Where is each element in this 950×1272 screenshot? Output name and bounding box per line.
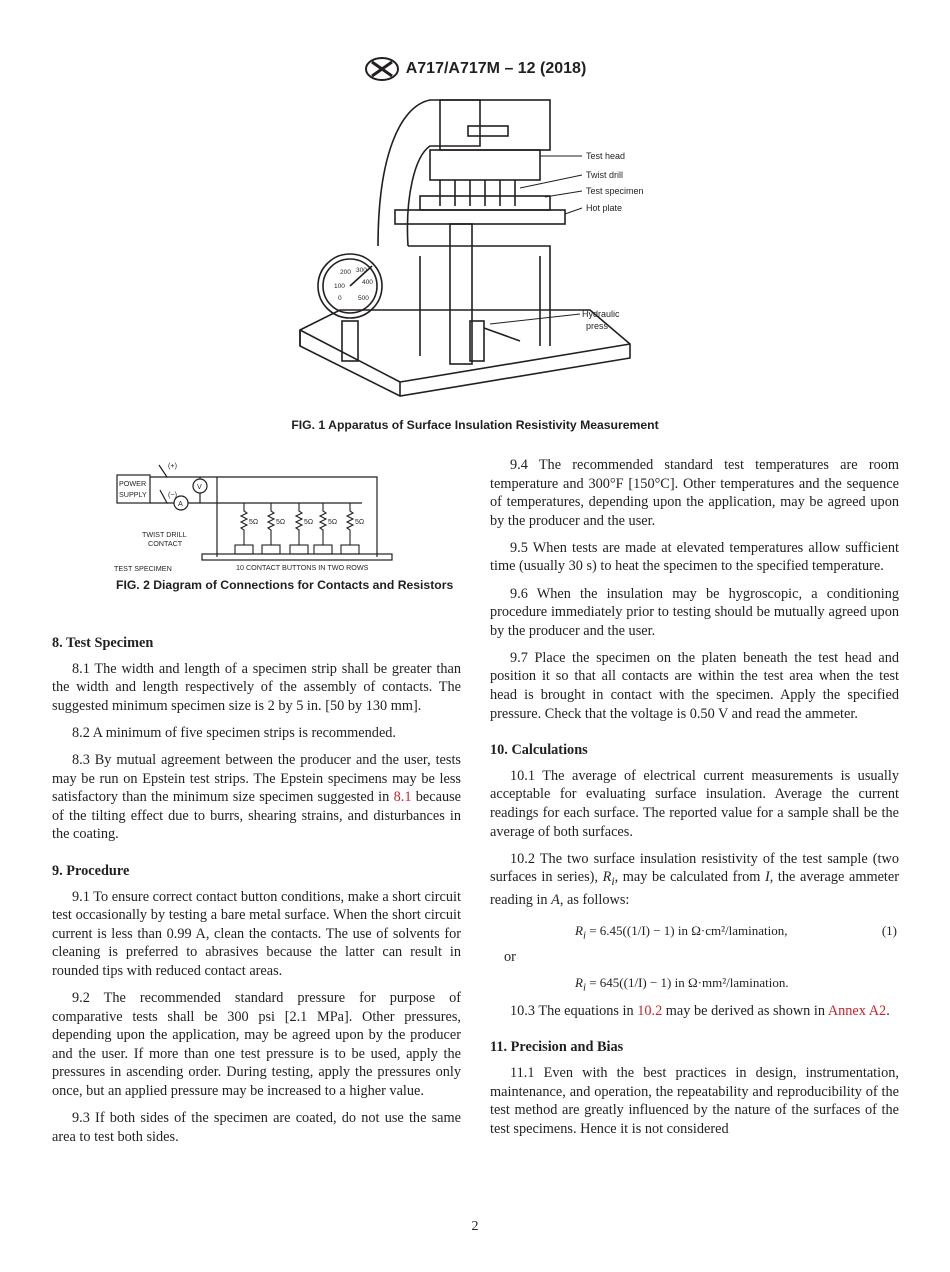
resistor [268, 503, 274, 545]
var-r: R [575, 922, 583, 938]
label-test-specimen: Test specimen [586, 186, 644, 196]
resistor-label: 5Ω [304, 519, 314, 526]
plus-label: (+) [168, 461, 177, 470]
contact-button [341, 545, 359, 554]
section-10-heading: 10. Calculations [490, 742, 588, 759]
page-header [0, 56, 950, 82]
supply-label: SUPPLY [119, 490, 147, 499]
text: may be derived as shown in [662, 1002, 828, 1019]
text: , as follows: [559, 891, 630, 908]
minus-label: (−) [168, 490, 177, 499]
text: 8.3 By mutual agreement between the producer and the user, tests may be run on Epstein test strips. The Epstein specimens may be less satisfactory than the minimum size specimen suggested in [52, 751, 461, 806]
equation-2 [490, 970, 899, 996]
or-text: or [504, 948, 516, 965]
paragraph-9-4: 9.4 The recommended standard test temperatures are room temperature and 300°F [150°C]. Other temperatures and the sequence of temperatures, depending upon the application, may be agreed upon by the producer and the user. [490, 457, 899, 529]
figure-2-caption: FIG. 2 Diagram of Connections for Contacts and Resistors [116, 578, 454, 592]
astm-logo [364, 56, 400, 82]
resistor [347, 503, 353, 545]
var-sub: i [611, 874, 615, 889]
var-a: A [551, 891, 560, 908]
resistor [320, 503, 326, 545]
voltmeter-label: V [197, 482, 202, 491]
gauge-tick: 100 [334, 283, 345, 290]
gauge-tick: 0 [338, 295, 342, 302]
left-column [52, 634, 461, 1155]
contact-button [314, 545, 332, 554]
label-press: press [586, 321, 609, 331]
var-r: R [575, 974, 583, 990]
equation-number: (1) [881, 922, 897, 938]
contact-button [290, 545, 308, 554]
paragraph-9-1: 9.1 To ensure correct contact button conditions, make a short circuit test occasionally by testing a bare metal surface. When the short circuit current is less than 0.99 A, clean the contacts. The use of solvents for cleaning is preferred to abrasives because the latter can result in rounded tips with reduced contact areas. [52, 888, 461, 979]
ammeter-label: A [178, 499, 183, 508]
figure-1-caption: FIG. 1 Apparatus of Surface Insulation Resistivity Measurement [291, 418, 659, 432]
link-annex-a2[interactable]: Annex A2 [827, 1002, 887, 1019]
text: 10.2 The two surface insulation resistivity of the test sample (two surfaces in series), [490, 850, 899, 886]
label-twist-drill: Twist drill [586, 170, 624, 180]
paragraph-9-2: 9.2 The recommended standard pressure for purpose of comparative tests shall be 300 psi [2.1 MPa]. Other pressures, depending upon the application, may be agreed upon by the producer and the user. If more than one test pressure is to be used, apply the pressures in ascending order. During testing, apply the pressures only once, but an applied pressure may be increased to a higher value. [52, 990, 461, 1099]
resistor-label: 5Ω [249, 519, 259, 526]
figure-2-diagram [112, 457, 397, 575]
text: 10.3 The equations in [510, 1002, 638, 1019]
resistor-label: 5Ω [328, 519, 338, 526]
var-sub: i [582, 929, 586, 942]
resistor [241, 503, 247, 545]
text: because of the tilting effect due to burrs, shearing strains, and disturbances in the coating. [52, 789, 461, 843]
paragraph-9-6: 9.6 When the insulation may be hygroscopic, a conditioning procedure immediately prior to testing should be mutually agreed upon by the producer and the user. [490, 585, 899, 639]
twist-drill-label: TWIST DRILL [142, 530, 187, 539]
paragraph-9-5: 9.5 When tests are made at elevated temperatures allow sufficient time (usually 30 s) to heat the specimen to the specified temperature. [490, 539, 899, 575]
paragraph-10-1: 10.1 The average of electrical current measurements is usually acceptable for evaluating surface insulation. Average the current readings for each surface. The reported value for a sample shall be the average of both surfaces. [490, 767, 899, 840]
paragraph-10-2 [490, 850, 899, 910]
right-column [490, 456, 899, 1147]
paragraph-10-3 [490, 1002, 899, 1021]
resistor-label: 5Ω [355, 519, 365, 526]
standard-designation: A717/A717M – 12 (2018) [405, 60, 587, 78]
equation-text: = 645((1/I) − 1) in Ω·mm²/lamination. [585, 974, 789, 990]
text: , the average ammeter reading in [490, 869, 899, 908]
section-9-heading: 9. Procedure [52, 862, 130, 879]
var-r: R [602, 869, 612, 886]
power-label: POWER [119, 479, 147, 488]
label-test-head: Test head [586, 151, 626, 161]
buttons-label: 10 CONTACT BUTTONS IN TWO ROWS [236, 563, 369, 572]
label-hot-plate: Hot plate [586, 203, 623, 213]
figure-1-apparatus [290, 96, 660, 416]
text: , may be calculated from [614, 869, 765, 886]
gauge-tick: 300 [356, 267, 367, 274]
link-8-1[interactable]: 8.1 [393, 789, 412, 806]
var-i: I [764, 869, 770, 886]
test-specimen-label: TEST SPECIMEN [114, 564, 172, 573]
contact-button [262, 545, 280, 554]
equation-1 [490, 918, 899, 944]
equation-text: = 6.45((1/I) − 1) in Ω·cm²/lamination, [585, 922, 788, 938]
resistor [296, 503, 302, 545]
section-11-heading: 11. Precision and Bias [490, 1039, 624, 1056]
text: . [886, 1002, 890, 1019]
paragraph-9-7: 9.7 Place the specimen on the platen beneath the test head and position it so that all contacts are within the test area when the test head is brought in contact with the specimen. Apply the specified pressure. Check that the voltage is 0.50 V and read the ammeter. [490, 649, 899, 722]
resistor-label: 5Ω [276, 519, 286, 526]
var-sub: i [582, 981, 586, 994]
gauge-tick: 500 [358, 295, 369, 302]
section-8-heading: 8. Test Specimen [52, 635, 154, 651]
paragraph-8-3 [52, 751, 461, 844]
paragraph-11-1: 11.1 Even with the best practices in design, instrumentation, maintenance, and operation, the repeatability and reproducibility of the test method are greatly influenced by the nature of the surfaces of the test specimens. Hence it is not considered [490, 1065, 899, 1137]
paragraph-8-1: 8.1 The width and length of a specimen strip shall be greater than the width and length respectively of the assembly of contacts. The suggested minimum specimen size is 2 by 5 in. [50 by 130 mm]. [52, 660, 461, 714]
paragraph-9-3: 9.3 If both sides of the specimen are coated, do not use the same area to test both sides. [52, 1110, 461, 1145]
paragraph-8-2: 8.2 A minimum of five specimen strips is recommended. [72, 724, 397, 741]
contact-button [235, 545, 253, 554]
contact-label: CONTACT [148, 539, 183, 548]
page-number: 2 [471, 1219, 479, 1234]
label-hydraulic: Hydraulic [582, 309, 620, 319]
link-10-2[interactable]: 10.2 [637, 1002, 663, 1019]
gauge-tick: 400 [362, 279, 373, 286]
gauge-tick: 200 [340, 269, 351, 276]
